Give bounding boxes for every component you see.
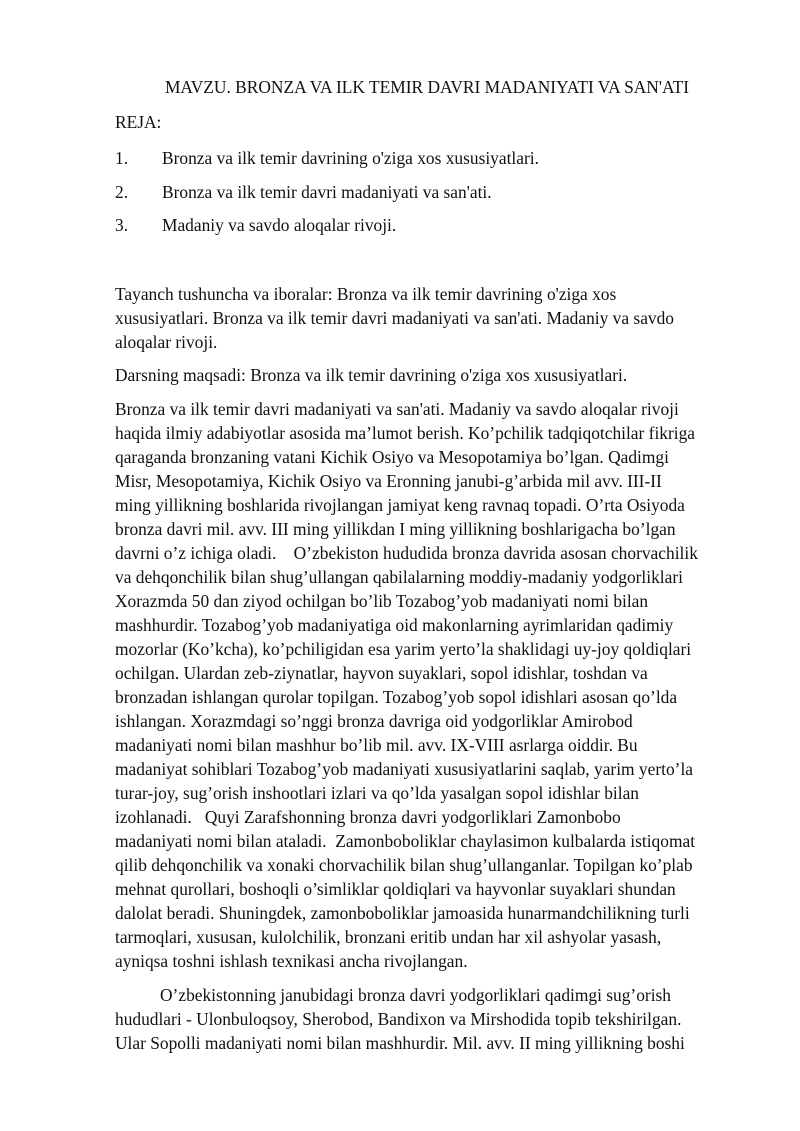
plan-item-text: Bronza va ilk temir davrining o'ziga xos xususiyatlari. — [162, 148, 539, 168]
text-line: ayniqsa toshni ishlash texnikasi ancha rivojlangan. — [115, 951, 468, 971]
text-line: turar-joy, sug’orish inshootlari izlari va qo’lda yasalgan sopol idishlar bilan — [115, 783, 639, 803]
text-line: qaraganda bronzaning vatani Kichik Osiyo va Mesopotamiya bo’lgan. Qadimgi — [115, 447, 669, 467]
text-line: davrni o’z ichiga oladi. O’zbekiston hududida bronza davrida asosan chorvachilik — [115, 543, 698, 563]
text-line: dalolat beradi. Shuningdek, zamonboboliklar jamoasida hunarmandchilikning turli — [115, 903, 690, 923]
text-line: ochilgan. Ulardan zeb-ziynatlar, hayvon suyaklari, sopol idishlar, toshdan va — [115, 663, 648, 683]
text-line: Bronza va ilk temir davri madaniyati va san'ati. Madaniy va savdo aloqalar rivoji — [115, 399, 679, 419]
text-line: mozorlar (Ko’kcha), ko’pchiligidan esa yarim yerto’la shaklidagi uy-joy qoldiqlari — [115, 639, 692, 659]
plan-item-number: 2. — [115, 182, 129, 202]
lesson-goal: Darsning maqsadi: Bronza va ilk temir davrining o'ziga xos xususiyatlari. — [115, 365, 628, 385]
text-line: madaniyati nomi bilan mashhur bo’lib mil. avv. IX-VIII asrlarga oiddir. Bu — [115, 735, 638, 755]
text-line: hududlari - Ulonbuloqsoy, Sherobod, Bandixon va Mirshodida topib tekshirilgan. — [115, 1009, 682, 1029]
plan-heading: REJA: — [115, 112, 162, 132]
text-line: O’zbekistonning janubidagi bronza davri yodgorliklari qadimgi sug’orish — [160, 985, 671, 1005]
text-line: Ular Sopolli madaniyati nomi bilan mashhurdir. Mil. avv. II ming yillikning boshi — [115, 1033, 685, 1053]
plan-item-number: 1. — [115, 148, 129, 168]
text-line: tarmoqlari, xususan, kulolchilik, bronzani eritib undan har xil ashyolar yasash, — [115, 927, 662, 947]
plan-item-text: Bronza va ilk temir davri madaniyati va san'ati. — [162, 182, 492, 202]
text-line: mehnat qurollari, boshoqli o’simliklar qoldiqlari va hayvonlar suyaklari shundan — [115, 879, 676, 899]
text-line: ishlangan. Xorazmdagi so’nggi bronza davriga oid yodgorliklar Amirobod — [115, 711, 633, 731]
text-line: aloqalar rivoji. — [115, 332, 218, 352]
plan-item-text: Madaniy va savdo aloqalar rivoji. — [162, 215, 397, 235]
text-line: Tayanch tushuncha va iboralar: Bronza va ilk temir davrining o'ziga xos — [115, 284, 617, 304]
document-title: MAVZU. BRONZA VA ILK TEMIR DAVRI MADANIYATI VA SAN'ATI — [164, 77, 690, 97]
text-line: xususiyatlari. Bronza va ilk temir davri madaniyati va san'ati. Madaniy va savdo — [115, 308, 674, 328]
text-line: ming yillikning boshlarida rivojlangan jamiyat keng ravnaq topadi. O’rta Osiyoda — [115, 495, 685, 515]
plan-item-number: 3. — [115, 215, 129, 235]
text-line: madaniyati nomi bilan ataladi. Zamonboboliklar chaylasimon kulbalarda istiqomat — [115, 831, 696, 851]
text-line: va dehqonchilik bilan shug’ullangan qabilalarning moddiy-madaniy yodgorliklari — [115, 567, 683, 587]
text-line: bronza davri mil. avv. III ming yillikdan I ming yillikning boshlarigacha bo’lgan — [115, 519, 676, 539]
text-line: izohlanadi. Quyi Zarafshonning bronza davri yodgorliklari Zamonbobo — [115, 807, 621, 827]
text-line: Misr, Mesopotamiya, Kichik Osiyo va Eronning janubi-g’arbida mil avv. III-II — [115, 471, 662, 491]
text-line: madaniyat sohiblari Tozabog’yob madaniyati xususiyatlarini saqlab, yarim yerto’la — [115, 759, 693, 779]
text-line: qilib dehqonchilik va xonaki chorvachilik bilan shug’ullanganlar. Topilgan ko’plab — [115, 855, 693, 875]
text-line: bronzadan ishlangan qurolar topilgan. Tozabog’yob sopol idishlari asosan qo’lda — [115, 687, 678, 707]
text-line: mashhurdir. Tozabog’yob madaniyatiga oid makonlarning ayrimlaridan qadimiy — [115, 615, 674, 635]
text-line: haqida ilmiy adabiyotlar asosida ma’lumot berish. Ko’pchilik tadqiqotchilar fikriga — [115, 423, 696, 443]
text-line: Xorazmda 50 dan ziyod ochilgan bo’lib Tozabog’yob madaniyati nomi bilan — [115, 591, 649, 611]
